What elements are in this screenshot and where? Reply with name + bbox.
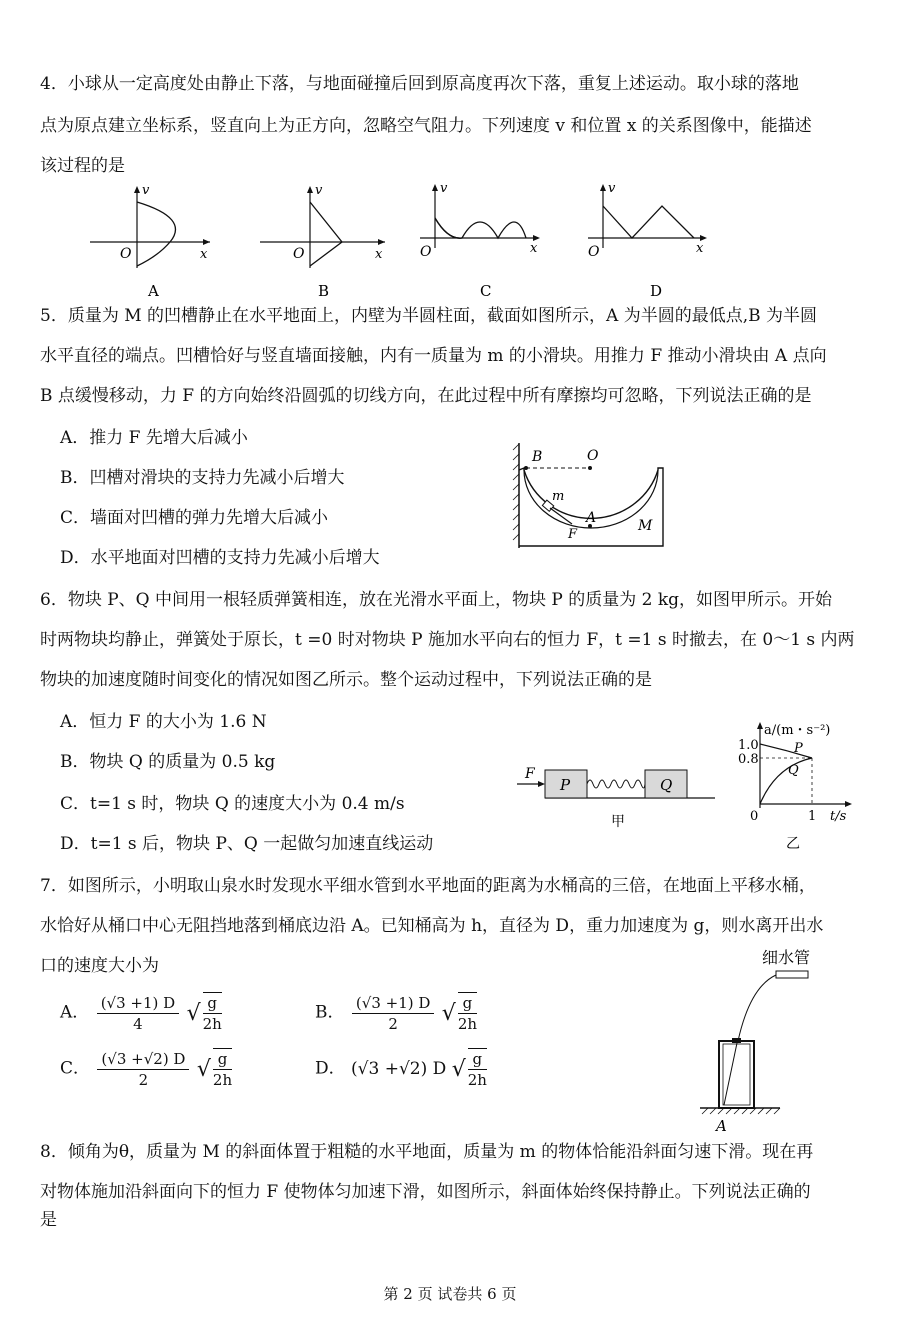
q7-option-d-expr: (√3 +√2) D xyxy=(351,1059,447,1079)
q7-option-c-num: (√3 +√2) D xyxy=(97,1049,189,1070)
q6-option-a: A．恒力 F 的大小为 1.6 N xyxy=(60,712,267,732)
q4-line-2: 点为原点建立坐标系，竖直向上为正方向，忽略空气阻力。下列速度 v 和位置 x 的关系图像中，能描述 xyxy=(40,116,812,136)
q6-jia-q: Q xyxy=(660,776,673,794)
q6-line-3: 物块的加速度随时间变化的情况如图乙所示。整个运动过程中，下列说法正确的是 xyxy=(40,670,652,690)
q4-c-v-label: v xyxy=(440,181,448,196)
q5-line-3: B 点缓慢移动，力 F 的方向始终沿圆弧的切线方向，在此过程中所有摩擦均可忽略，下列说法正确的是 xyxy=(40,386,812,406)
q4-graph-label-c: C xyxy=(480,282,492,300)
q7-option-b-num: (√3 +1) D xyxy=(352,993,434,1014)
q4-graph-d xyxy=(588,181,707,300)
q5-label-m-groove: M xyxy=(638,518,653,534)
q6-line-1: 6．物块 P、Q 中间用一根轻质弹簧相连，放在光滑水平面上，物块 P 的质量为 2 kg，如图甲所示。开始 xyxy=(40,590,833,610)
q4-a-x-label: x xyxy=(200,247,208,262)
q5-option-c: C．墙面对凹槽的弹力先增大后减小 xyxy=(60,508,329,528)
q6-yi-tick-1-0: 1.0 xyxy=(738,738,759,753)
q6-option-c: C．t=1 s 时，物块 Q 的速度大小为 0.4 m/s xyxy=(60,794,405,814)
q7-option-a-num: (√3 +1) D xyxy=(97,993,179,1014)
q7-option-a-root-den: 2h xyxy=(202,1015,222,1033)
q6-fig-yi xyxy=(738,716,858,856)
q5-option-a: A．推力 F 先增大后减小 xyxy=(60,428,248,448)
q6-yi-origin: 0 xyxy=(750,809,759,824)
q4-b-x-label: x xyxy=(375,247,383,262)
q7-option-a-letter: A． xyxy=(60,1002,90,1023)
q8-line-2: 对物体施加沿斜面向下的恒力 F 使物体匀加速下滑，如图所示，斜面体始终保持静止。下列说法正确的 xyxy=(40,1182,811,1202)
q4-d-v-label: v xyxy=(608,181,616,196)
q5-label-f: F xyxy=(568,527,578,542)
q6-option-b: B．物块 Q 的质量为 0.5 kg xyxy=(60,752,276,772)
q6-jia-caption: 甲 xyxy=(611,814,625,830)
q7-option-c-root-den: 2h xyxy=(212,1071,233,1089)
q4-c-origin: O xyxy=(420,244,432,260)
q6-fig-jia xyxy=(515,760,725,830)
q5-label-m: m xyxy=(552,489,565,504)
q8-line-3: 是 xyxy=(40,1210,57,1230)
q7-option-b-root-den: 2h xyxy=(457,1015,478,1033)
q7-option-c: C． $\frac{(√3 +√2) D}{2}$ √ $\frac{g}{2h}$ xyxy=(60,1049,233,1089)
q6-yi-xlabel: t/s xyxy=(830,809,847,824)
q6-yi-caption: 乙 xyxy=(786,836,800,852)
q4-a-v-label: v xyxy=(142,183,150,198)
q4-a-origin: O xyxy=(120,246,132,262)
q7-line-1: 7．如图所示，小明取山泉水时发现水平细水管到水平地面的距离为水桶高的三倍，在地面上平移水桶， xyxy=(40,876,816,896)
q5-label-a: A xyxy=(586,510,597,526)
q4-b-origin: O xyxy=(293,246,305,262)
q7-option-d-root-den: 2h xyxy=(467,1071,487,1089)
q4-d-origin: O xyxy=(588,244,600,260)
q4-graphs xyxy=(80,178,720,303)
q7-line-2: 水恰好从桶口中心无阻挡地落到桶底边沿 A。已知桶高为 h，直径为 D，重力加速度为 g，则水离开出水 xyxy=(40,916,824,936)
q6-yi-tick-1: 1 xyxy=(808,809,817,824)
q5-option-d: D．水平地面对凹槽的支持力先减小后增大 xyxy=(60,548,380,568)
q7-option-c-letter: C． xyxy=(60,1058,91,1079)
q4-graph-c xyxy=(420,181,540,300)
q5-label-o: O xyxy=(587,448,599,464)
q8-line-1: 8．倾角为θ，质量为 M 的斜面体置于粗糙的水平地面，质量为 m 的物体恰能沿斜面匀速下滑。现在再 xyxy=(40,1142,814,1162)
q7-option-b-letter: B． xyxy=(315,1002,345,1023)
q7-option-b-den: 2 xyxy=(388,1014,398,1033)
page-footer: 第 2 页 试卷共 6 页 xyxy=(383,1285,517,1303)
q7-option-c-den: 2 xyxy=(138,1070,149,1089)
q7-option-d-root-num: g xyxy=(468,1049,487,1070)
q5-option-b: B．凹槽对滑块的支持力先减小后增大 xyxy=(60,468,345,488)
q7-option-a-frac xyxy=(97,993,179,1034)
q4-graph-label-d: D xyxy=(650,282,663,300)
q7-option-c-root-num: g xyxy=(213,1049,232,1070)
q6-yi-p: P xyxy=(794,741,803,756)
q6-yi-ylabel: a/(m・s⁻²) xyxy=(764,723,831,738)
q7-option-b-root-num: g xyxy=(458,993,477,1014)
q6-jia-f: F xyxy=(525,766,535,782)
q7-bucket-figure xyxy=(690,945,840,1135)
q4-c-x-label: x xyxy=(530,241,538,256)
q4-graph-a xyxy=(90,183,210,300)
q7-option-d: D． (√3 +√2) D √ $\frac{g}{2h}$ xyxy=(315,1050,487,1089)
q7-option-d-letter: D． xyxy=(315,1058,346,1079)
q7-option-c-frac xyxy=(97,1049,189,1090)
q4-graph-label-b: B xyxy=(318,282,330,300)
q6-jia-p: P xyxy=(560,776,571,794)
q7-option-a-den: 4 xyxy=(133,1014,143,1033)
q5-groove-figure xyxy=(510,438,670,553)
q7-option-a-root-num: g xyxy=(203,993,222,1014)
q4-line-3: 该过程的是 xyxy=(40,156,125,176)
q7-line-3: 口的速度大小为 xyxy=(40,956,159,976)
q6-yi-tick-0-8: 0.8 xyxy=(738,752,759,767)
q5-label-b: B xyxy=(532,449,543,465)
q4-line-1: 4．小球从一定高度处由静止下落，与地面碰撞后回到原高度再次下落，重复上述运动。取小球的落地 xyxy=(40,74,799,94)
q7-fig-a-label: A xyxy=(716,1117,727,1135)
q7-tube-label: 细水管 xyxy=(762,948,811,967)
q7-option-b-frac xyxy=(352,993,434,1034)
q5-line-2: 水平直径的端点。凹槽恰好与竖直墙面接触，内有一质量为 m 的小滑块。用推力 F 推动小滑块由 A 点向 xyxy=(40,346,827,366)
q6-line-2: 时两物块均静止，弹簧处于原长，t =0 时对物块 P 施加水平向右的恒力 F，t =1 s 时撤去，在 0～1 s 内两 xyxy=(40,630,855,650)
q4-graph-label-a: A xyxy=(148,282,159,300)
q5-line-1: 5．质量为 M 的凹槽静止在水平地面上，内壁为半圆柱面，截面如图所示，A 为半圆的最低点,B 为半圆 xyxy=(40,306,818,326)
q4-graph-b xyxy=(260,183,385,300)
q6-yi-q: Q xyxy=(788,763,799,778)
q7-option-b: B． $\frac{(√3 +1) D}{2}$ √ $\frac{g}{2h}$ xyxy=(315,993,478,1033)
q7-option-a: A． $\frac{(√3 +1) D}{4}$ √ $\frac{g}{2h}$ xyxy=(60,993,222,1033)
q4-b-v-label: v xyxy=(315,183,323,198)
q6-option-d: D．t=1 s 后，物块 P、Q 一起做匀加速直线运动 xyxy=(60,834,434,854)
q4-d-x-label: x xyxy=(696,241,704,256)
